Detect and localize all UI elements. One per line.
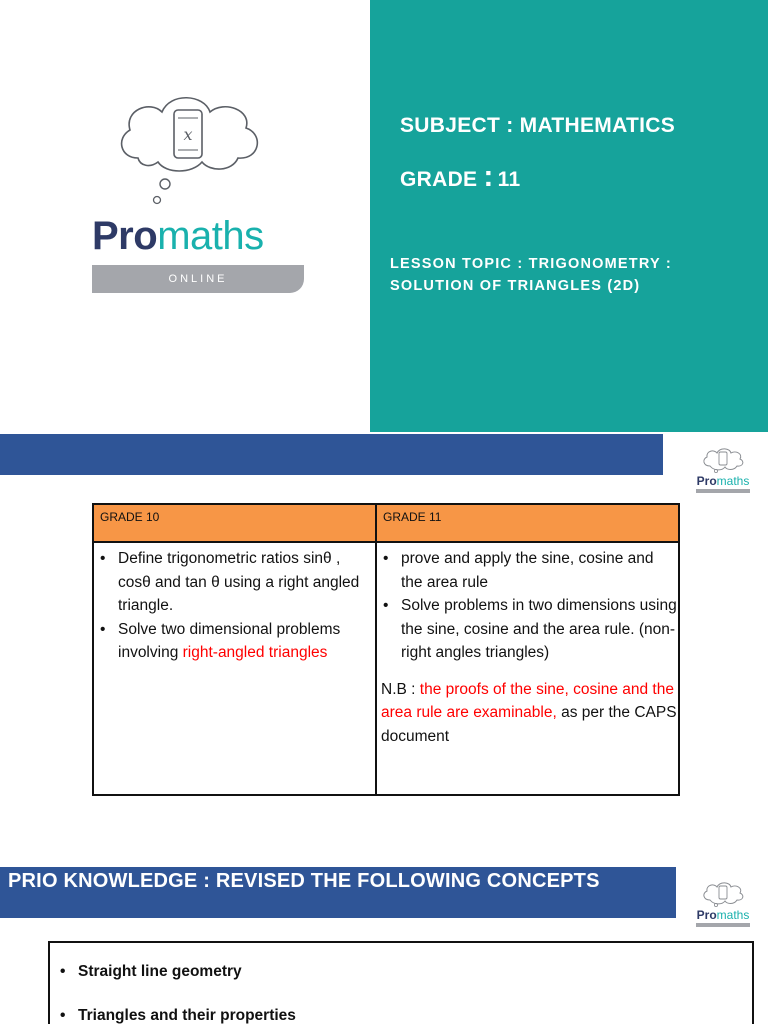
concepts-box	[48, 941, 754, 1024]
grade10-cell	[98, 547, 374, 665]
column-divider	[375, 505, 377, 794]
lesson-topic-line2: SOLUTION OF TRIANGLES (2D)	[390, 278, 641, 294]
svg-text:x: x	[183, 125, 193, 144]
highlight-text: right-angled triangles	[182, 644, 328, 661]
logo-wordmark: Promaths	[696, 908, 750, 922]
slide3-logo	[690, 880, 756, 930]
title-slide	[0, 0, 768, 432]
logo-tagline-bar	[696, 489, 750, 493]
grade-colon: :	[483, 160, 494, 193]
logo-wordmark: Promaths	[92, 214, 264, 258]
logo-tagline-bar	[696, 923, 750, 927]
grade-label: GRADE	[400, 168, 478, 191]
logo-tagline: ONLINE	[92, 265, 304, 293]
grade11-bullet: • prove and apply the sine, cosine and the area rule	[381, 547, 677, 594]
promaths-logo	[92, 88, 306, 294]
grade-heading	[400, 160, 520, 194]
nb-note: N.B : the proofs of the sine, cosine and the area rule are examinable, as per the CAPS document	[381, 680, 677, 745]
grade11-bullet: • Solve problems in two dimensions using the sine, cosine and the area rule. (non-right angles triangles)	[381, 594, 677, 665]
grade-value: 11	[497, 168, 521, 191]
phone-cloud-icon	[690, 880, 756, 910]
grade10-bullet: • Define trigonometric ratios sinθ , cosθ and tan θ using a right angled triangle.	[98, 547, 374, 618]
slide2-title-bar	[0, 434, 663, 475]
concept-item: • Straight line geometry	[56, 963, 296, 1007]
subject-heading: SUBJECT : MATHEMATICS	[400, 114, 676, 137]
table-header-grade10: GRADE 10	[94, 505, 375, 543]
lesson-topic-line1: LESSON TOPIC : TRIGONOMETRY :	[390, 256, 672, 272]
curriculum-comparison-table	[92, 503, 680, 796]
concept-item: • Triangles and their properties	[56, 1007, 296, 1024]
title-panel	[370, 0, 768, 432]
highlight-text: the proofs of the sine, cosine and the area rule are examinable,	[381, 680, 674, 721]
logo-wordmark: Promaths	[696, 474, 750, 488]
phone-cloud-icon	[690, 446, 756, 476]
grade11-cell	[381, 547, 677, 748]
table-header-grade11: GRADE 11	[377, 505, 678, 543]
grade10-bullet: • Solve two dimensional problems involving right-angled triangles	[98, 618, 374, 665]
slide3-title: PRIO KNOWLEDGE : REVISED THE FOLLOWING CONCEPTS	[8, 870, 600, 892]
phone-cloud-icon	[92, 88, 306, 218]
lesson-topic	[390, 253, 730, 297]
slide2-logo	[690, 446, 756, 496]
